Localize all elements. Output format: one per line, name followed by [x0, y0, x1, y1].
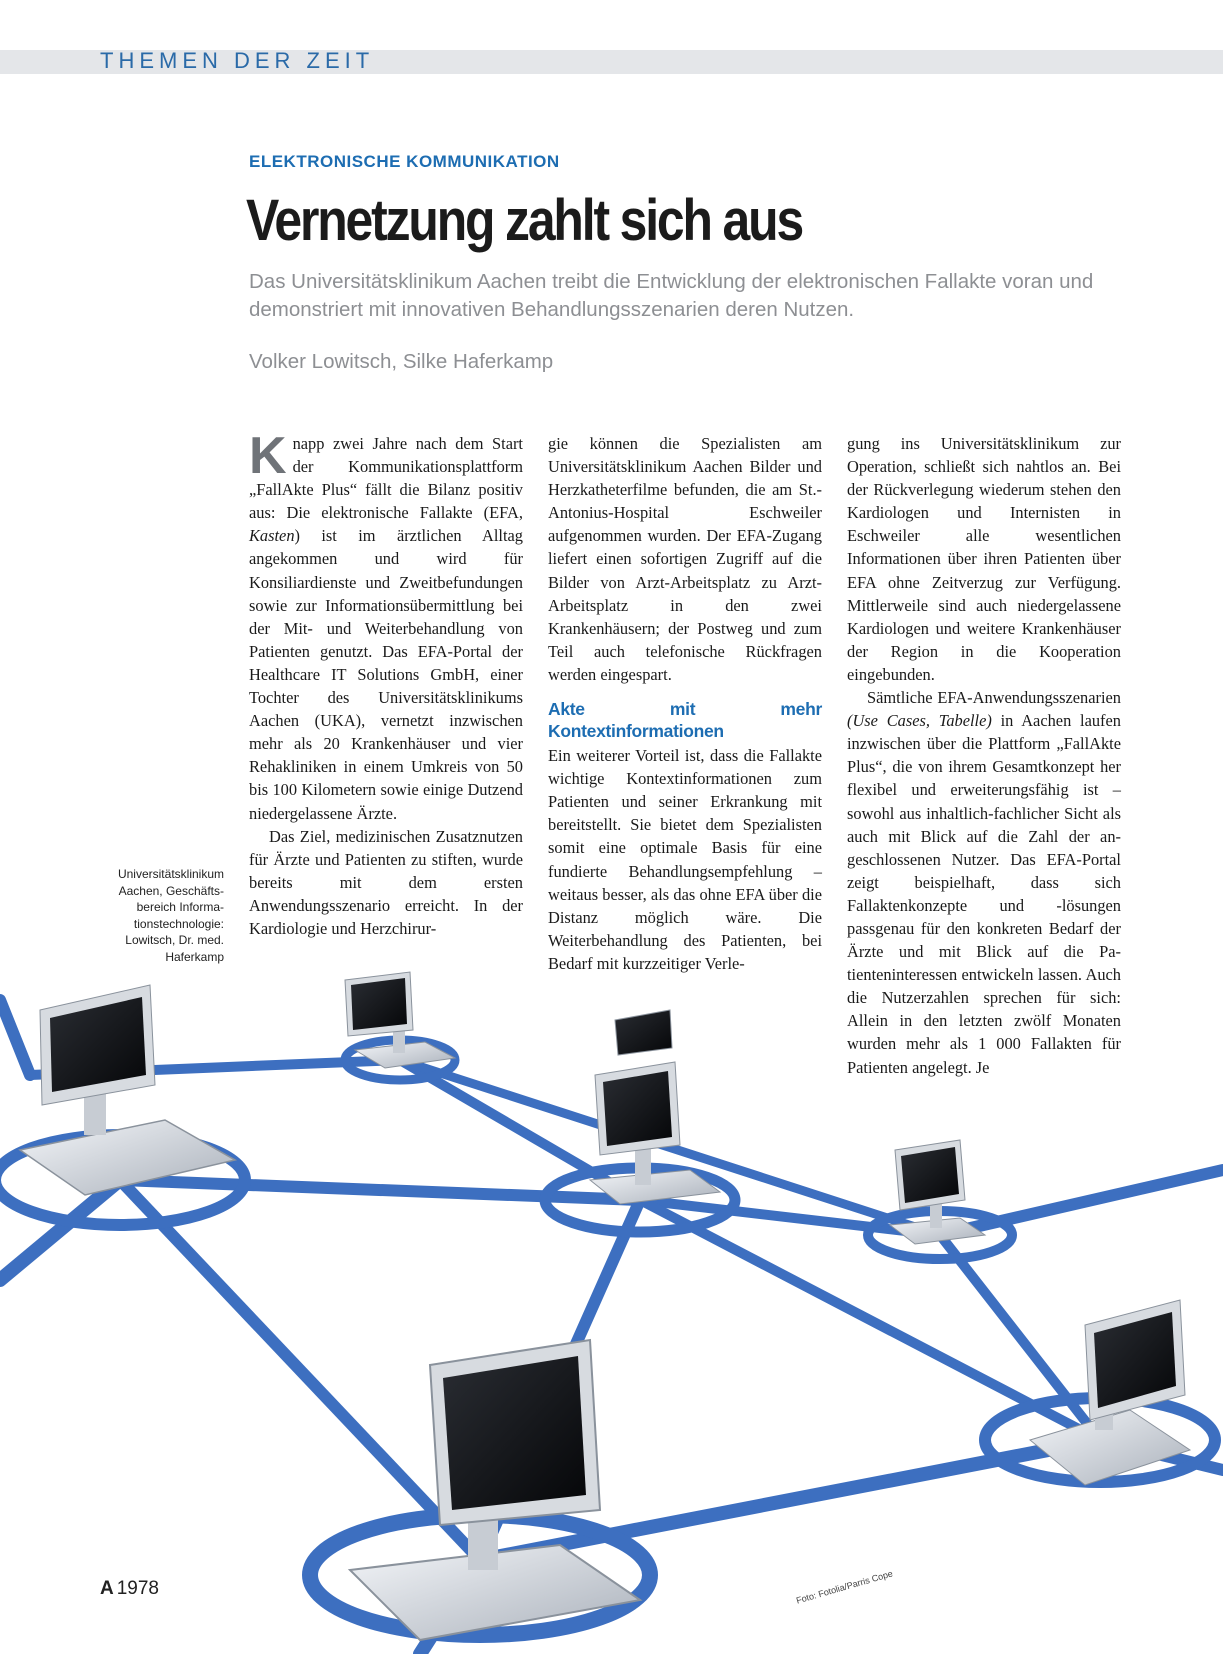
article-headline: Vernetzung zahlt sich aus — [246, 188, 803, 253]
paragraph: Ein weiterer Vorteil ist, dass die Fallakte wichtige Kontextinformationen zum Patienten und seiner Erkrankung mit bereitstellt. Sie bietet dem Spezialisten somit eine optimale Basis für eine fundierte Behandlungsempfehlung – weitaus besser, als das ohne EFA über die Distanz möglich wäre. Die Weiterbehandlung des Patienten, bei Bedarf mit kurzzeitiger Verle- — [548, 746, 822, 973]
computer-icon — [350, 1340, 640, 1640]
section-label: THEMEN DER ZEIT — [100, 48, 375, 73]
paragraph: gung ins Universitätsklinikum zur Operation, schließt sich nahtlos an. Bei der Rückverlegung wiederum stehen den Kardiologen und Internisten in Eschweiler alle wesentlichen Informationen über ihren Patienten über EFA ohne Zeitverzug zur Verfügung. Mittlerweile sind auch niedergelassene Kardiologen und weitere Krankenhäuser der Region in die Kooperation eingebunden. — [847, 434, 1121, 684]
paragraph: Knapp zwei Jahre nach dem Start der Kommunikationsplattform „FallAkte Plus“ fällt die Bilanz positiv aus: Die elektronische Fallakte (EFA, Kasten) ist im ärztlichen Alltag angekommen und wird für Konsiliardienste und Zweitbefundungen sowie zur Informationsübermittlung bei der Mit- und Weiterbehandlung von Patienten genutzt. Das EFA-Portal der Healthcare IT Solutions GmbH, einer Tochter des Universitätsklinikums Aachen (UKA), vernetzt inzwischen mehr als 20 Krankenhäuser und vier Rehakliniken in einem Umkreis von 50 bis 100 Kilometern sowie einige Dutzend niedergelassene Ärzte. — [249, 427, 523, 823]
computer-icon — [890, 1140, 985, 1244]
article-kicker: ELEKTRONISCHE KOMMUNIKATION — [249, 152, 560, 171]
paragraph: Sämtliche EFA-Anwendungsszenarien (Use Cases, Tabelle) in Aachen laufen inzwischen über die Plattform „FallAkte Plus“, die von ihrem Gesamtkonzept her flexibel und erweiterungsfähig ist – sowohl aus inhaltlich-fachlicher Sicht als auch mit Blick auf die Zahl der angeschlossenen Nutzer. Das EFA-Portal zeigt beispielhaft, dass sich Fallaktenkonzepte und -lösungen passgenau für den konkreten Bedarf der Ärzte und mit Blick auf die Patienteninteressen entwickeln lassen. Auch die Nutzerzahlen sprechen für sich: Allein in den letzten zwölf Monaten wurden mehr als 1 000 Fallakten für Patienten angelegt. Je — [847, 688, 1121, 1077]
article-column-1 — [249, 427, 523, 940]
author-caption: Universitätsklinikum Aachen, Geschäftsbereich Informationstechnologie: Lowitsch, Dr. med. Haferkamp — [117, 867, 224, 964]
networked-computers-icon — [0, 960, 1223, 1654]
article-column-2 — [548, 432, 822, 975]
photo-credit: Foto: Fotolia/Parris Cope — [795, 1568, 894, 1606]
page-number: A 1978 — [100, 1578, 160, 1599]
computer-icon — [345, 972, 455, 1068]
paragraph: gie können die Spezialisten am Universitätsklinikum Aachen Bilder und Herzkatheterfilme befunden, die am St.-Antonius-Hospital Eschweiler aufgenommen wurden. Der EFA-Zugang liefert einen sofortigen Zugriff auf die Bilder von Arzt-Arbeitsplatz zu Arzt-Arbeitsplatz in den zwei Krankenhäusern; der Postweg und zum Teil auch telefonische Rückfragen werden eingespart. — [548, 434, 822, 684]
drop-cap: K — [249, 427, 287, 485]
computer-icon — [20, 985, 235, 1195]
paragraph: Das Ziel, medizinischen Zusatznutzen für Ärzte und Patienten zu stiften, wurde bereits mit dem ersten Anwendungsszenario erreicht. In der Kardiologie und Herzchirur- — [249, 826, 523, 938]
article-subheading: Akte mit mehr Kontextinformationen — [548, 699, 822, 742]
computer-icon — [1030, 1300, 1190, 1485]
article-authors: Volker Lowitsch, Silke Haferkamp — [249, 350, 554, 373]
article-standfirst: Das Universitätsklinikum Aachen treibt die Entwicklung der elektronischen Fallakte voran und demonstriert mit innovativen Behandlungsszenarien deren Nutzen. — [249, 270, 1094, 321]
